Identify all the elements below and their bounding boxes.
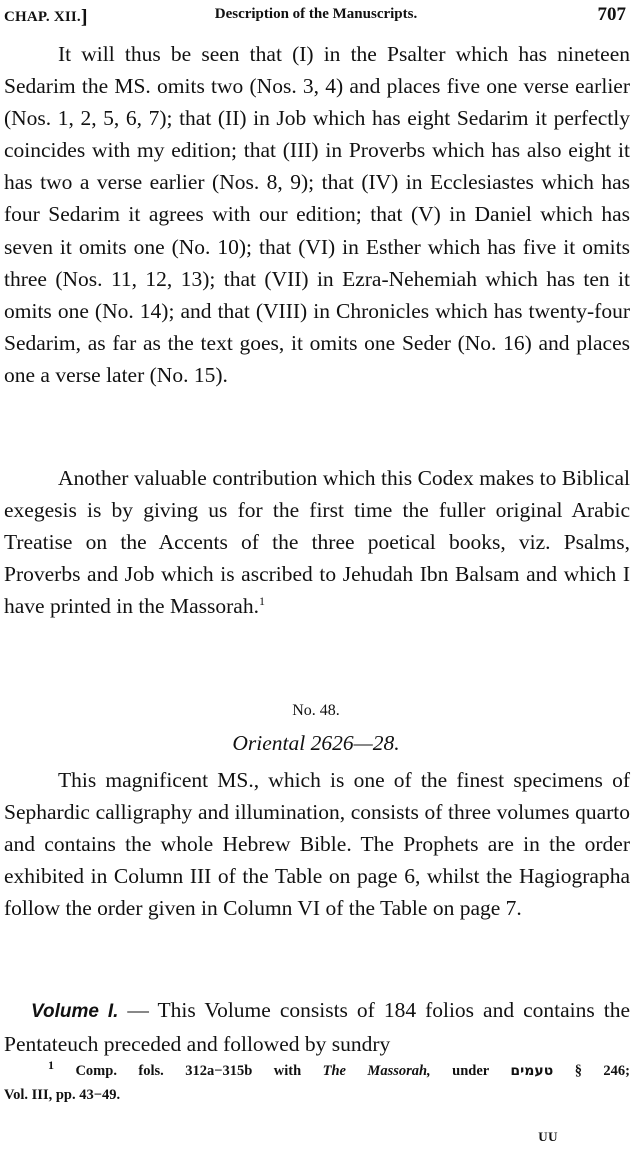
paragraph-sedarim-summary	[4, 38, 630, 391]
footnote-mark: 1	[48, 1058, 54, 1073]
footnote-line: $^1$ Comp. fols. 312a−315b with The Massorah, under טעמים § 246;	[48, 1058, 630, 1079]
printer-signature: UU	[538, 1129, 558, 1144]
paragraph-text: This magnificent MS., which is one of the finest specimens of Sephardic calligraphy and illumination, consists of three volumes quarto and contains the whole Hebrew Bible. The Prophets are in the order exhibited in Column III of the Table on page 6, whilst the Hagiographa follow the order given in Column VI of the Table on page 7.	[4, 768, 630, 921]
volume-label: Volume I.	[31, 1001, 119, 1022]
hebrew-term: טעמים	[510, 1063, 554, 1079]
entry-shelfmark: Oriental 2626—28.	[232, 731, 400, 755]
paragraph-volume-one	[4, 994, 630, 1060]
paragraph-text: Another valuable contribution which this Codex makes to Biblical exegesis is by giving us for the first time the fuller original Arabic Treatise on the Accents of the three poetical books, viz. Psalms, Proverbs and Job which is ascribed to Jehudah Ibn Balsam and which I have printed in the Massorah.$^1$	[4, 466, 630, 619]
chapter-label: CHAP. XII.]	[4, 6, 88, 28]
footnote	[4, 1059, 630, 1107]
page-number: 707	[597, 4, 626, 25]
footnote-line: Vol. III, pp. 43−49.	[4, 1087, 121, 1103]
footnote-reference: 1	[258, 594, 265, 609]
paragraph-accents-treatise	[4, 462, 630, 622]
paragraph-text: Volume I. — This Volume consists of 184 folios and contains the Pentateuch preceded and followed by sundry	[4, 998, 630, 1057]
running-title: Description of the Manuscripts.	[214, 6, 418, 22]
entry-number: No. 48.	[292, 702, 340, 719]
paragraph-ms-description	[4, 764, 630, 924]
paragraph-text: It will thus be seen that (I) in the Psalter which has nineteen Sedarim the MS. omits two (Nos. 3, 4) and places five one verse earlier (Nos. 1, 2, 5, 6, 7); that (II) in Job which has eight Sedarim it perfectly coincides with my edition; that (III) in Proverbs which has also eight it has two a verse earlier (Nos. 8, 9); that (IV) in Ecclesiastes which has four Sedarim it agrees with our edition; that (V) in Daniel which has seven it omits one (No. 10); that (VI) in Esther which has five it omits three (Nos. 11, 12, 13); that (VII) in Ezra-Nehemiah which has ten it omits one (No. 14); and that (VIII) in Chronicles which has twenty-four Sedarim, as far as the text goes, it omits one Seder (No. 16) and places one a verse later (No. 15).	[4, 42, 630, 387]
running-header	[4, 4, 628, 28]
footnote-work-title: The Massorah,	[322, 1063, 431, 1079]
